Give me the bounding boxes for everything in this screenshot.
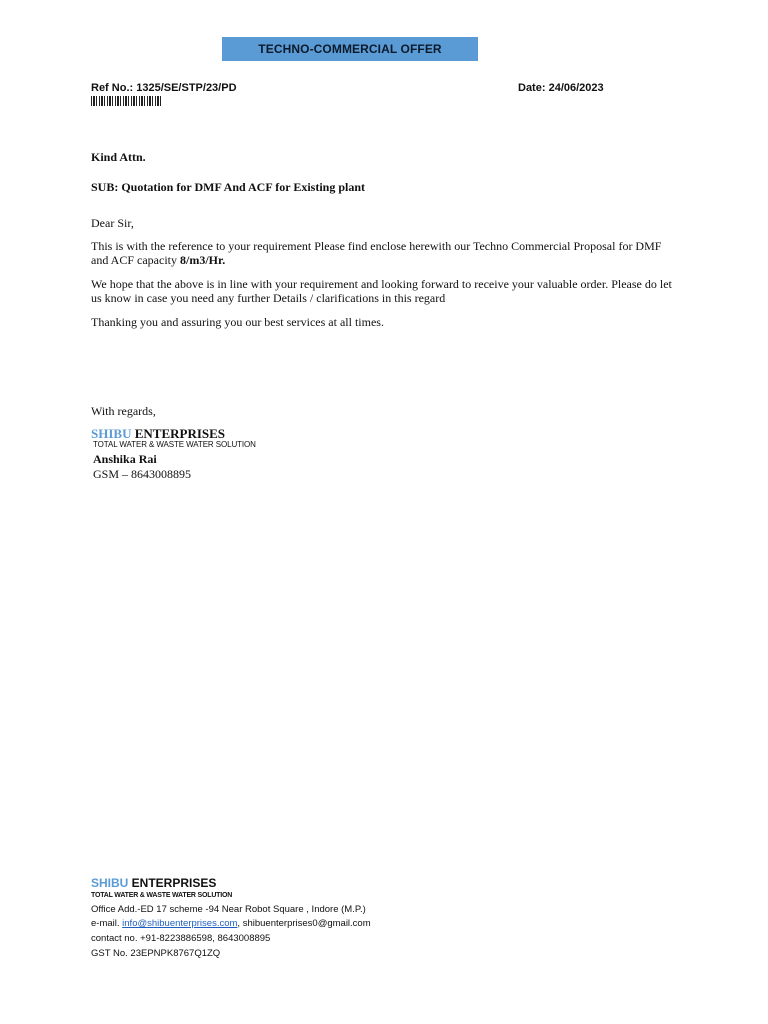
reference-number [91,82,237,94]
barcode-image [91,96,161,110]
date-label: Date: [518,82,546,94]
footer-company-name [91,876,216,890]
footer-contact: contact no. +91-8223886598, 8643008895 [91,933,271,944]
signature-company-accent: SHIBU [91,426,132,441]
salutation: Dear Sir, [91,216,134,230]
footer-company-accent: SHIBU [91,876,129,890]
footer-email-label: e-mail. [91,918,123,929]
footer-address: Office Add.-ED 17 scheme -94 Near Robot Square , Indore (M.P.) [91,904,366,915]
capacity-value: 8/m3/Hr. [179,253,226,267]
ref-label: Ref No.: [91,82,134,94]
paragraph-reference-text: This is with the reference to your requirement Please find enclose herewith our Techno Commercial Proposal for DMF and ACF capacity [91,239,662,267]
subject-line: SUB: Quotation for DMF And ACF for Existing plant [91,180,366,194]
footer-email [91,918,371,930]
kind-attention: Kind Attn. [91,150,146,164]
paragraph-hope: We hope that the above is in line with your requirement and looking forward to receive your valuable order. Please do let us know in case you need any further Details / clarifications in this regard [91,277,672,305]
offer-title: TECHNO-COMMERCIAL OFFER [258,42,442,56]
footer-email-rest: , shibuenterprises0@gmail.com [237,918,371,929]
footer-gst-number: GST No. 23EPNPK8767Q1ZQ [91,948,221,959]
paragraph-thanks: Thanking you and assuring you our best services at all times. [91,315,384,329]
signature-company-rest: ENTERPRISES [131,426,226,441]
ref-value: 1325/SE/STP/23/PD [136,82,237,94]
date-value: 24/06/2023 [548,82,604,94]
paragraph-reference [91,239,681,267]
closing-regards: With regards, [91,404,156,418]
footer-email-link[interactable]: info@shibuenterprises.com [122,918,238,929]
document-date [518,82,604,94]
footer-tagline: TOTAL WATER & WASTE WATER SOLUTION [91,892,233,899]
signature-tagline: TOTAL WATER & WASTE WATER SOLUTION [93,440,256,449]
footer-company-rest: ENTERPRISES [128,876,217,890]
offer-title-banner [222,37,478,61]
signatory-name: Anshika Rai [93,452,157,466]
barcode-bars [91,96,161,106]
signatory-phone: GSM – 8643008895 [93,467,192,481]
